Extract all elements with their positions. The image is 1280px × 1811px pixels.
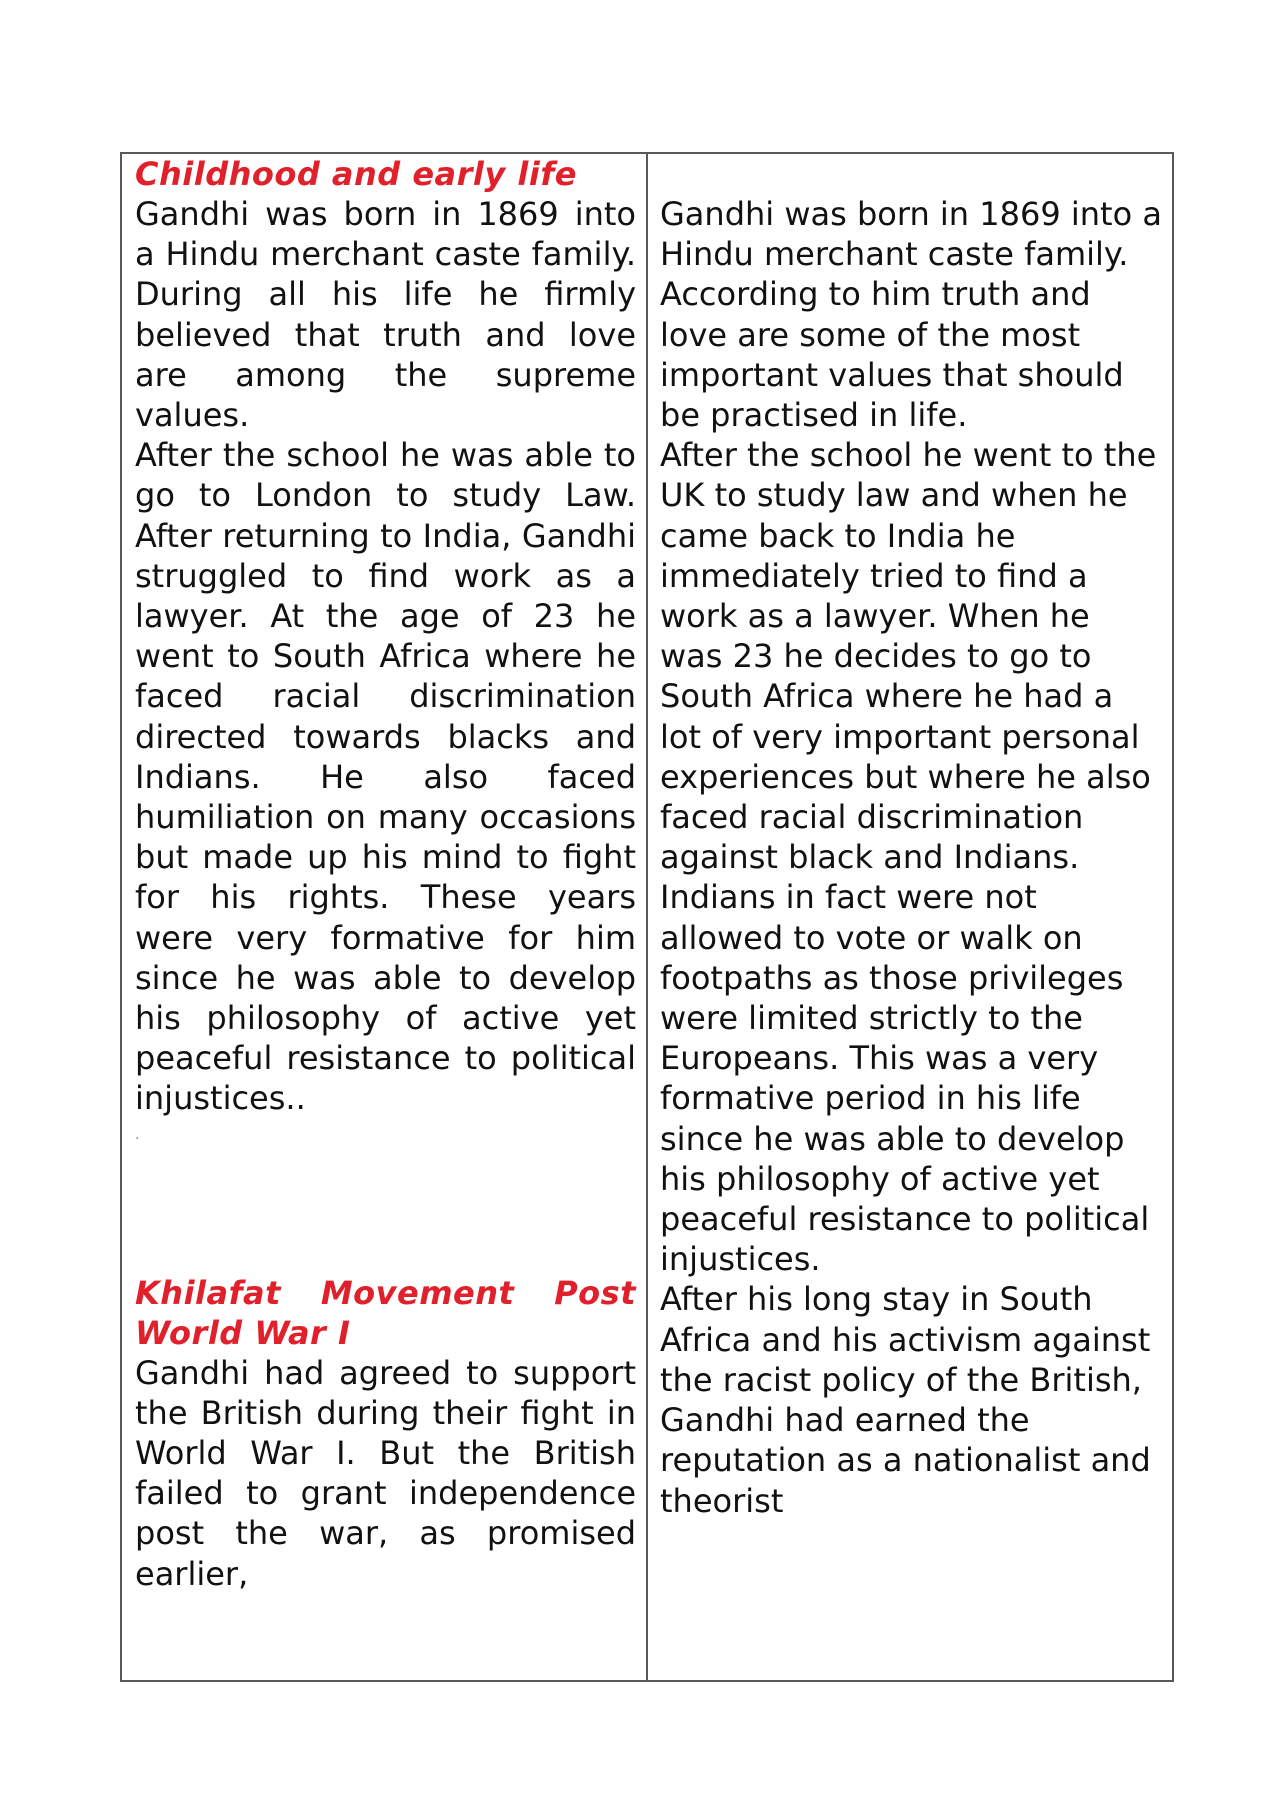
heading-khilafat: Khilafat Movement Post World War I bbox=[135, 1273, 636, 1352]
rewritten-text-column bbox=[648, 154, 1172, 1680]
right-paragraph-3: After his long stay in South Africa and his activism against the racist policy of the British, Gandhi had earned the reputation as a nationalist and theorist bbox=[660, 1280, 1151, 1520]
column-gap bbox=[135, 1159, 636, 1273]
original-text-column bbox=[122, 154, 648, 1680]
right-paragraph-1: Gandhi was born in 1869 into a Hindu merchant caste family. According to him truth and love are some of the most important values that should be practised in life. bbox=[660, 195, 1162, 435]
stray-mark: · bbox=[135, 1130, 140, 1147]
left-paragraph-3: Gandhi had agreed to support the British during their fight in World War I. But the British failed to grant independence post the war, as promised earlier, bbox=[135, 1353, 636, 1593]
left-paragraph-2: After the school he was able to go to London to study Law. After returning to India, Gandhi struggled to find work as a lawyer. At the age of 23 he went to South Africa where he faced racial discrimination directed towards blacks and Indians. He also faced humiliation on many occasions but made up his mind to fight for his rights. These years were very formative for him since he was able to develop his philosophy of active yet peaceful resistance to political injustices.. bbox=[135, 436, 636, 1118]
comparison-table bbox=[120, 152, 1174, 1682]
heading-childhood: Childhood and early life bbox=[135, 155, 577, 193]
left-paragraph-1: Gandhi was born in 1869 into a Hindu merchant caste family. During all his life he firmly believed that truth and love are among the supreme values. bbox=[135, 195, 636, 435]
right-paragraph-2: After the school he went to the UK to study law and when he came back to India he immediately tried to find a work as a lawyer. When he was 23 he decides to go to South Africa where he had a lot of very important personal experiences but where he also faced racial discrimination against black and Indians. Indians in fact were not allowed to vote or walk on footpaths as those privileges were limited strictly to the Europeans. This was a very formative period in his life since he was able to develop his philosophy of active yet peaceful resistance to political injustices. bbox=[660, 436, 1157, 1279]
heading-row-spacer bbox=[660, 154, 1162, 194]
